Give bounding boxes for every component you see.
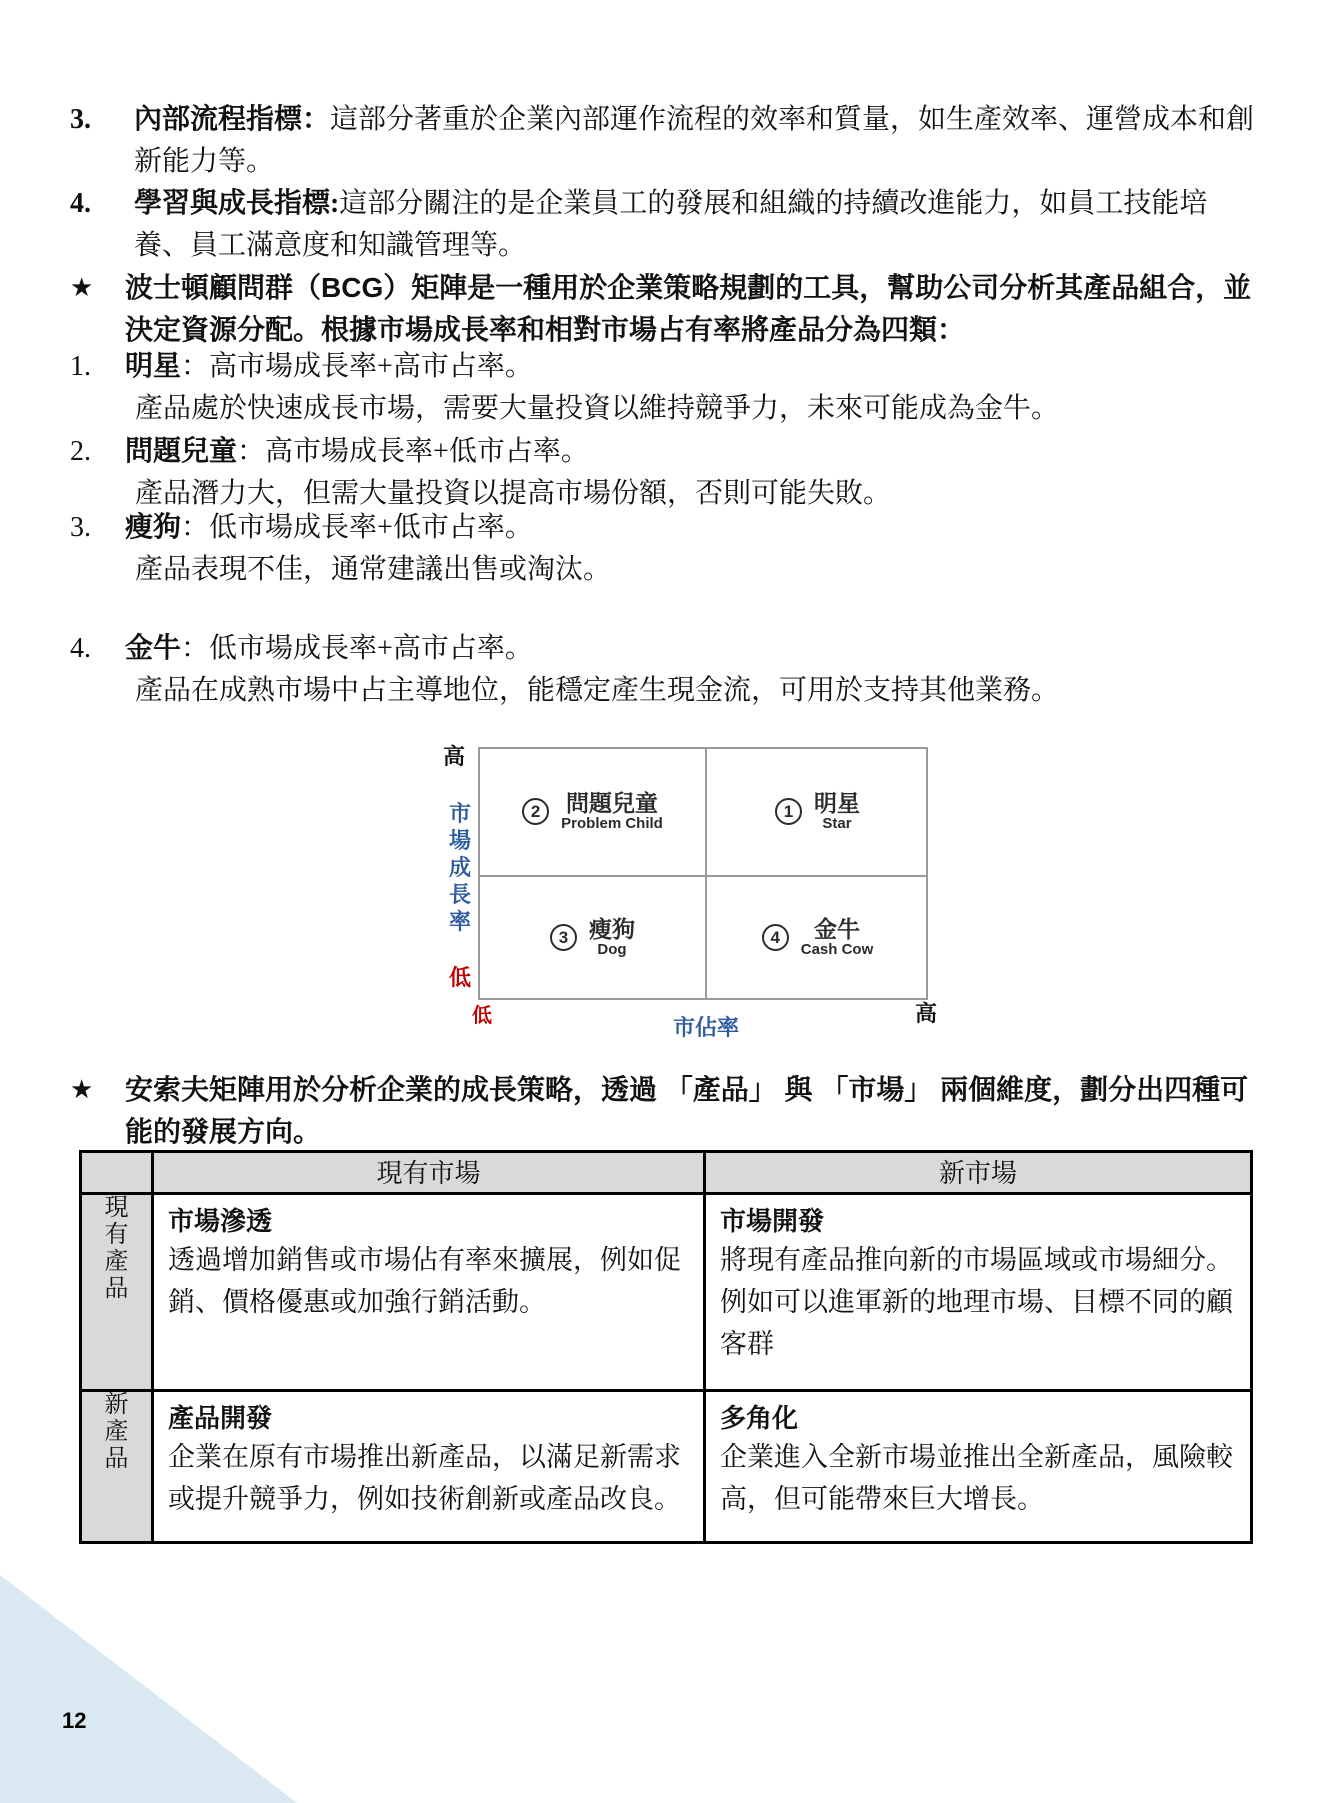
bcg-item-problem-child [70,431,1262,515]
list-number: 4. [70,188,91,219]
bcg-separator: ： [181,512,210,543]
row-header-new-product: 新產品 [81,1391,153,1543]
bcg-item-cash-cow [70,628,1262,712]
matrix-x-axis-high-label: 高 [915,1001,938,1026]
bcg-item-headline [125,628,1262,670]
quadrant-label-zh: 金牛 [813,916,860,943]
star-bullet-icon: ★ [70,273,94,303]
bcg-item-headline [125,431,1262,473]
cell-product-development [153,1391,705,1543]
star-bullet-icon: ★ [70,1075,94,1105]
bcg-separator: ： [237,436,266,467]
corner-triangle-decoration [0,1575,297,1803]
table-row-existing-product [81,1194,1252,1391]
bcg-matrix-diagram [478,747,928,1000]
bcg-term: 問題兒童 [125,436,238,467]
cell-title: 市場滲透 [168,1206,273,1236]
table-header-row [81,1152,1252,1194]
quadrant-label-en: Problem Child [561,815,663,833]
ansoff-intro-bullet [70,1069,1262,1153]
bcg-description: 產品表現不佳，通常建議出售或淘汰。 [135,554,612,585]
circled-number-icon: 4 [762,924,789,951]
bcg-item-content [125,628,1262,712]
quadrant-cash-cow [705,875,930,1001]
bcg-item-content [125,346,1262,430]
quadrant-label-zh: 瘦狗 [589,916,635,943]
list-term: 內部流程指標 [134,104,303,135]
bcg-intro-text: 波士頓顧問群（BCG）矩陣是一種用於企業策略規劃的工具，幫助公司分析其產品組合，並決定資源分配。根據市場成長率和相對市場占有率將產品分為四類： [125,272,1252,345]
quadrant-dog [480,875,705,1001]
cell-market-development [705,1194,1252,1391]
cell-title: 產品開發 [168,1403,273,1433]
cell-text: 企業進入全新市場並推出全新產品，風險較高，但可能帶來巨大增長。 [720,1442,1233,1514]
list-body: 這部分關注的是企業員工的發展和組織的持續改進能力，如員工技能培養、員工滿意度和知識管理等。 [134,188,1208,261]
list-term: 學習與成長指標 [134,188,331,219]
page-number: 12 [62,1708,87,1733]
bcg-item-content [125,507,1262,591]
list-number: 3. [70,512,91,543]
bcg-formula: 低市場成長率+高市占率。 [209,633,533,664]
bcg-item-star [70,346,1262,430]
matrix-x-axis-label: 市佔率 [672,1015,739,1040]
bcg-formula: 高市場成長率+低市占率。 [265,436,589,467]
column-header-existing-market: 現有市場 [153,1152,705,1194]
quadrant-label-en: Cash Cow [800,941,874,959]
matrix-x-axis-low-label: 低 [472,1005,492,1027]
list-body: 這部分著重於企業內部運作流程的效率和質量，如生產效率、運營成本和創新能力等。 [134,104,1255,177]
bcg-separator: ： [181,351,210,382]
bcg-description: 產品潛力大，但需大量投資以提高市場份額，否則可能失敗。 [135,478,892,509]
bcg-item-dog [70,507,1262,591]
cell-title: 多角化 [720,1403,799,1433]
list-number: 1. [70,351,91,382]
row-header-existing-product: 現有產品 [81,1194,153,1391]
circled-number-icon: 1 [775,798,802,825]
cell-text: 透過增加銷售或市場佔有率來擴展，例如促銷、價格優惠或加強行銷活動。 [168,1245,681,1317]
cell-text: 將現有產品推向新的市場區域或市場細分。例如可以進軍新的地理市場、目標不同的顧客群 [720,1245,1233,1359]
bcg-term: 金牛 [125,633,182,664]
cell-diversification [705,1391,1252,1543]
list-item-text [134,99,1262,183]
list-item-text [134,183,1262,267]
table-row-new-product [81,1391,1252,1543]
cell-text: 企業在原有市場推出新產品，以滿足新需求或提升競爭力，例如技術創新或產品改良。 [168,1442,681,1514]
list-separator: ： [302,104,331,135]
ansoff-intro-text: 安索夫矩陣用於分析企業的成長策略，透過 「產品」 與 「市場」 兩個維度，劃分出四種可能的發展方向。 [125,1074,1249,1147]
list-item-learning-growth [70,183,1262,267]
quadrant-label-zh: 問題兒童 [566,790,658,817]
list-separator: : [330,188,340,219]
quadrant-star [705,749,930,875]
matrix-y-axis-high-label: 高 [443,744,466,769]
bcg-item-headline [125,507,1262,549]
bcg-term: 瘦狗 [125,512,182,543]
column-header-new-market: 新市場 [705,1152,1252,1194]
bcg-formula: 低市場成長率+低市占率。 [209,512,533,543]
cell-market-penetration [153,1194,705,1391]
bcg-item-content [125,431,1262,515]
bcg-formula: 高市場成長率+高市占率。 [209,351,533,382]
matrix-y-axis-low-label: 低 [449,965,472,990]
circled-number-icon: 2 [522,798,549,825]
circled-number-icon: 3 [550,924,577,951]
list-item-internal-process [70,99,1262,183]
list-number: 2. [70,436,91,467]
bcg-description: 產品處於快速成長市場，需要大量投資以維持競爭力，未來可能成為金牛。 [135,393,1060,424]
cell-title: 市場開發 [720,1206,825,1236]
bcg-item-headline [125,346,1262,388]
quadrant-label-zh: 明星 [814,790,860,817]
bcg-term: 明星 [125,351,182,382]
quadrant-label-en: Star [822,815,852,833]
matrix-y-axis-label: 市場成長率 [448,801,471,934]
quadrant-problem-child [480,749,705,875]
list-number: 4. [70,633,91,664]
bcg-intro-bullet [70,267,1262,351]
quadrant-label-en: Dog [597,941,627,959]
table-corner-cell [81,1152,153,1194]
ansoff-matrix-table [79,1150,1253,1544]
bcg-description: 產品在成熟市場中占主導地位，能穩定產生現金流，可用於支持其他業務。 [135,675,1060,706]
list-number: 3. [70,104,91,135]
bcg-separator: ： [181,633,210,664]
